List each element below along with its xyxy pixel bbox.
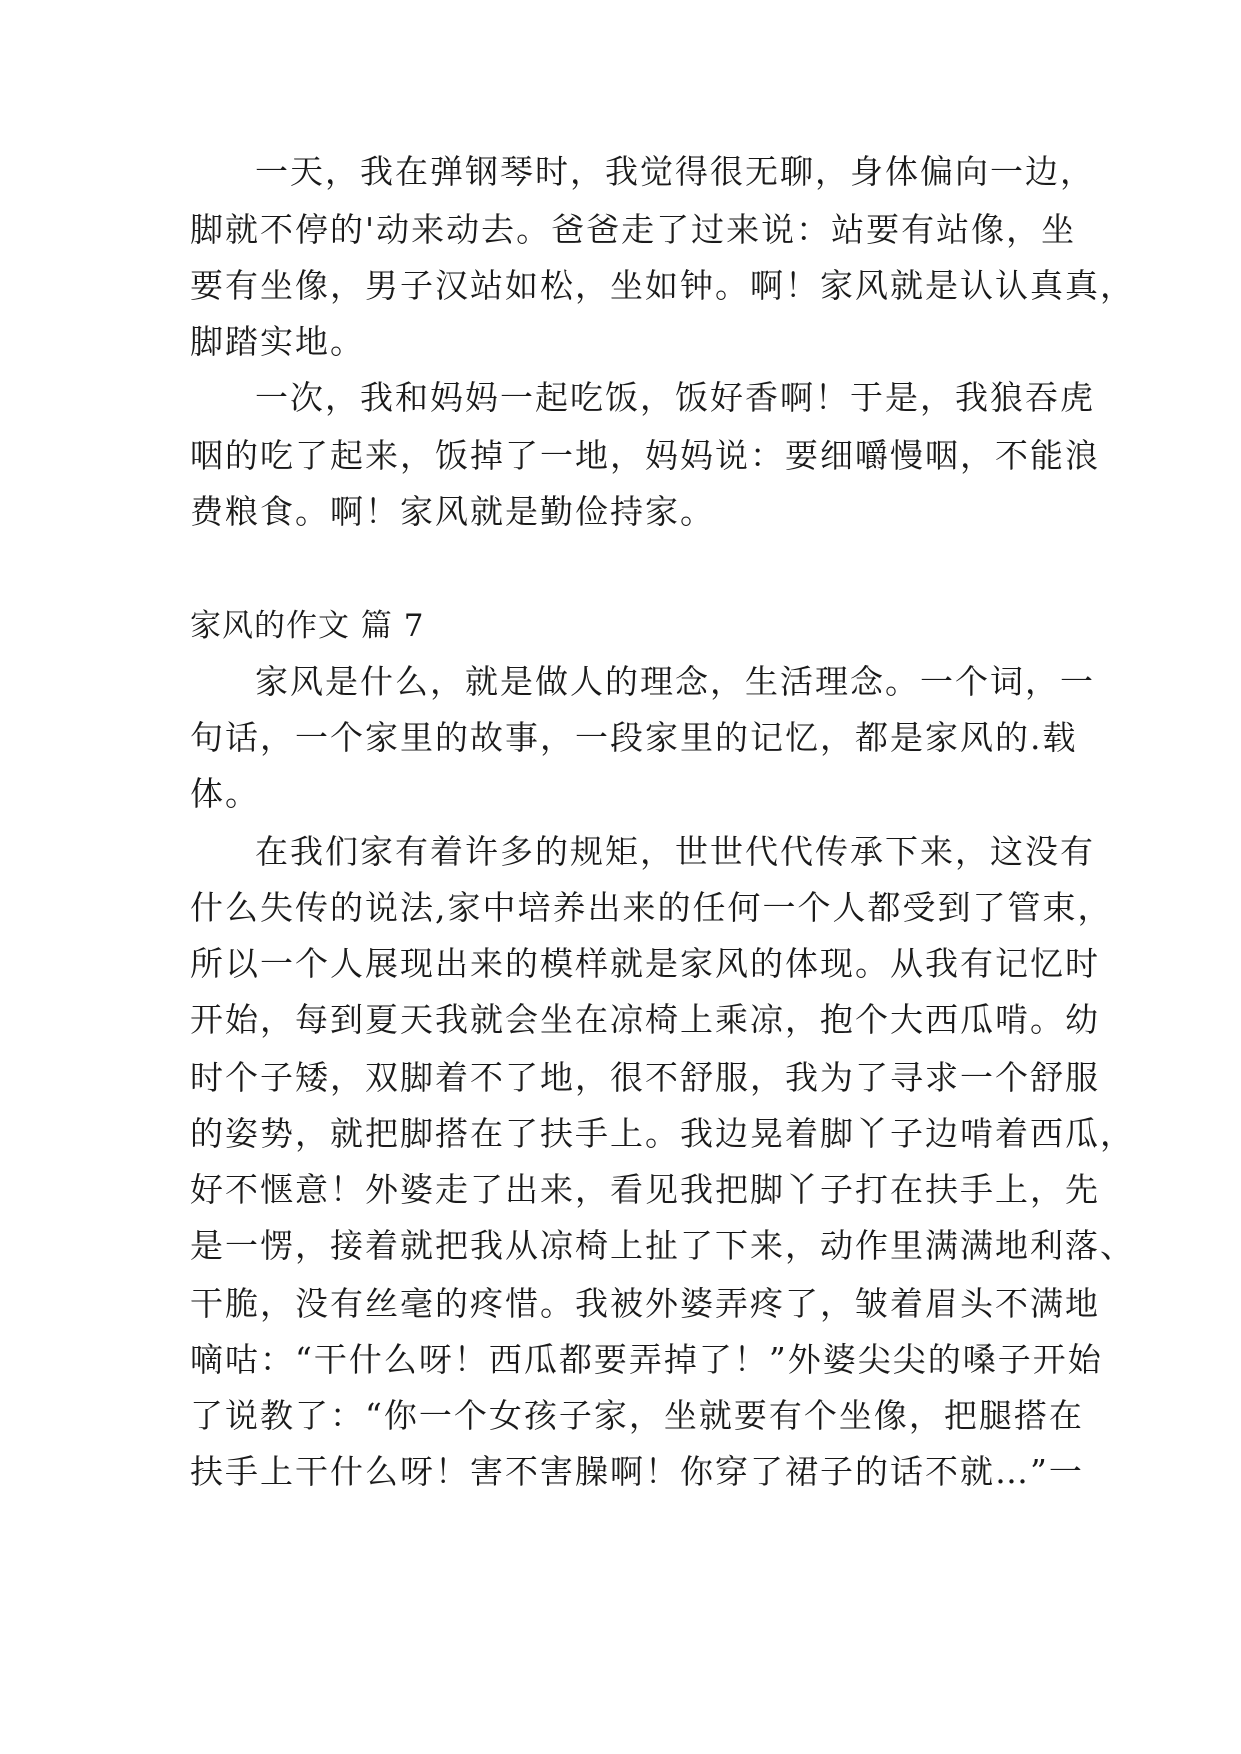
- text-line: 咽的吃了起来，饭掉了一地，妈妈说：要细嚼慢咽，不能浪: [190, 436, 1100, 475]
- section-heading: 家风的作文 篇 7: [190, 608, 425, 644]
- text-line: 什么失传的说法,家中培养出来的任何一个人都受到了管束，: [190, 888, 1113, 927]
- text-line: 一天，我在弹钢琴时，我觉得很无聊，身体偏向一边，: [255, 152, 1095, 191]
- text-line: 脚踏实地。: [190, 322, 365, 361]
- text-line: 是一愣，接着就把我从凉椅上扯了下来，动作里满满地利落、: [190, 1226, 1135, 1265]
- text-line: 所以一个人展现出来的模样就是家风的体现。从我有记忆时: [190, 944, 1100, 983]
- text-line: 费粮食。啊！家风就是勤俭持家。: [190, 492, 715, 531]
- text-line: 时个子矮，双脚着不了地，很不舒服，我为了寻求一个舒服: [190, 1058, 1100, 1097]
- text-line: 扶手上干什么呀！害不害臊啊！你穿了裙子的话不就…”一: [190, 1452, 1084, 1491]
- text-line: 开始，每到夏天我就会坐在凉椅上乘凉，抱个大西瓜啃。幼: [190, 1000, 1100, 1039]
- text-line: 句话，一个家里的故事，一段家里的记忆，都是家风的.载: [190, 718, 1078, 757]
- text-line: 的姿势，就把脚搭在了扶手上。我边晃着脚丫子边啃着西瓜，: [190, 1114, 1135, 1153]
- text-line: 体。: [190, 774, 260, 813]
- text-line: 好不惬意！外婆走了出来，看见我把脚丫子打在扶手上，先: [190, 1170, 1100, 1209]
- text-line: 在我们家有着许多的规矩，世世代代传承下来，这没有: [255, 832, 1095, 871]
- text-line: 了说教了：“你一个女孩子家，坐就要有个坐像，把腿搭在: [190, 1396, 1084, 1435]
- text-line: 干脆，没有丝毫的疼惜。我被外婆弄疼了，皱着眉头不满地: [190, 1284, 1100, 1323]
- text-line: 嘀咕：“干什么呀！西瓜都要弄掉了！”外婆尖尖的嗓子开始: [190, 1340, 1103, 1379]
- text-line: 要有坐像，男子汉站如松，坐如钟。啊！家风就是认认真真，: [190, 266, 1135, 305]
- text-line: 一次，我和妈妈一起吃饭，饭好香啊！于是，我狼吞虎: [255, 378, 1095, 417]
- text-line: 家风是什么，就是做人的理念，生活理念。一个词，一: [255, 662, 1095, 701]
- text-line: 脚就不停的'动来动去。爸爸走了过来说：站要有站像，坐: [190, 210, 1077, 249]
